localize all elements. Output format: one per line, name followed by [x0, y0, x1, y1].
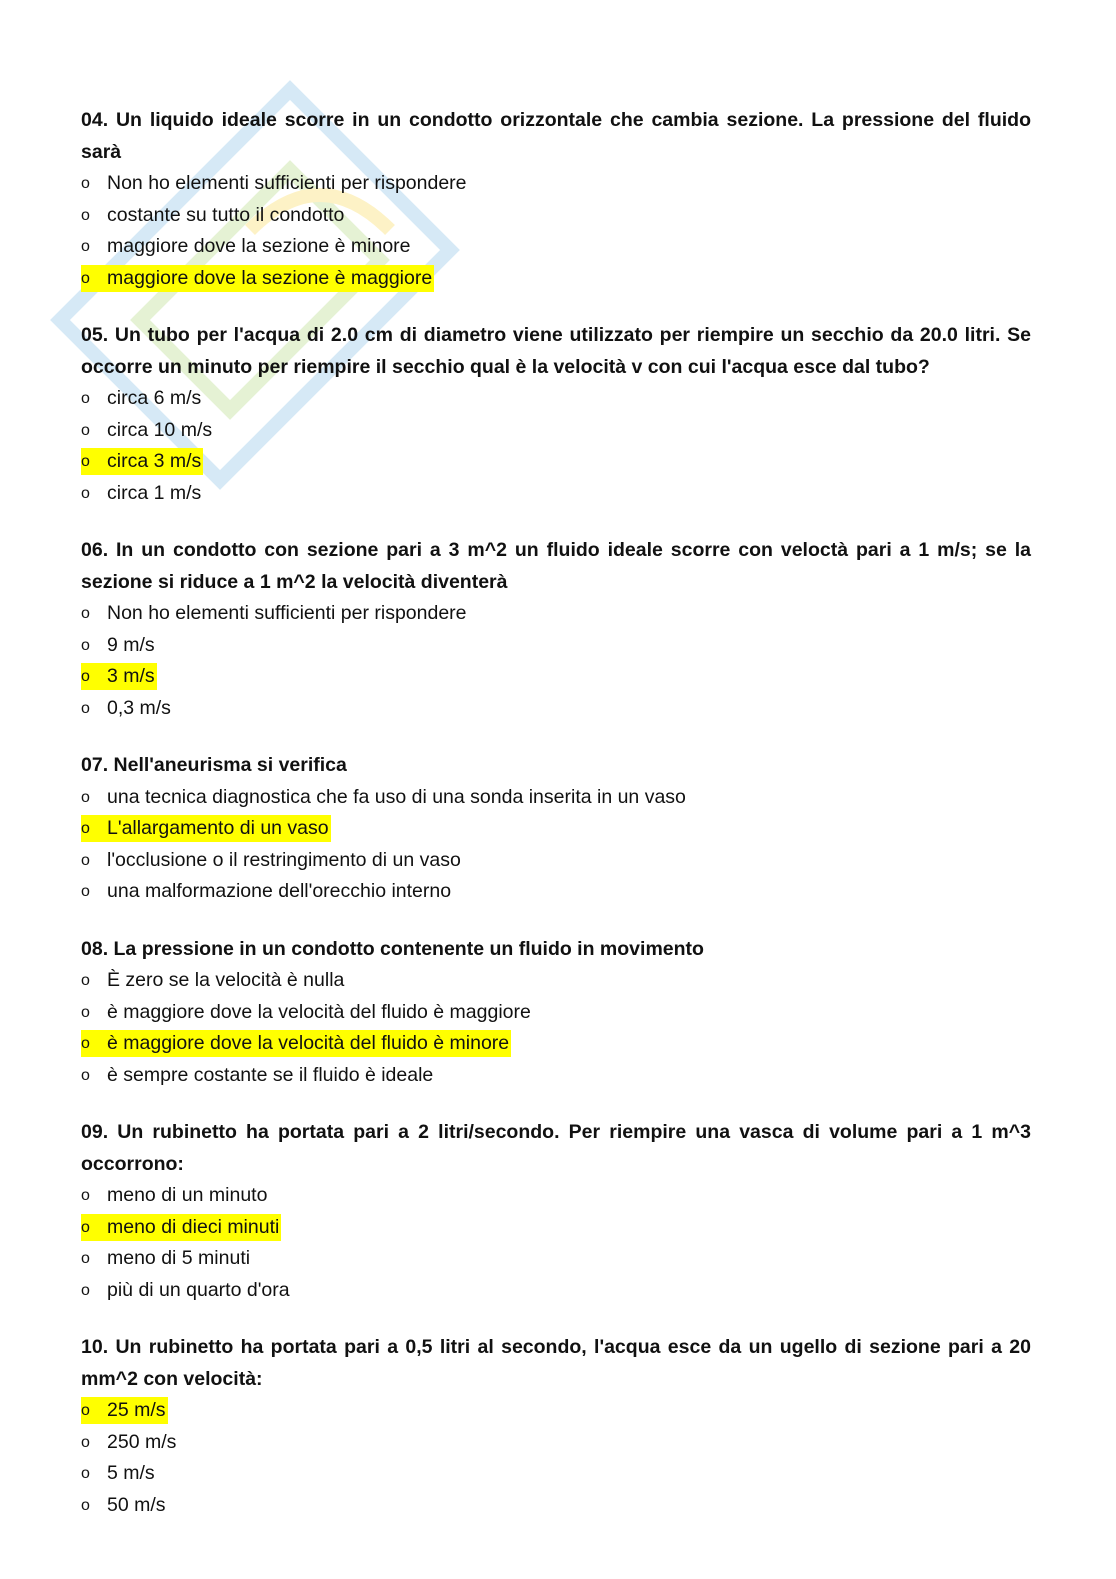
option-content	[81, 233, 413, 260]
option-label: 9 m/s	[107, 633, 155, 656]
option-label: È zero se la velocità è nulla	[107, 969, 345, 991]
option-list	[81, 598, 1031, 724]
circle-bullet-icon: o	[81, 1187, 90, 1204]
option-label: una malformazione dell'orecchio interno	[107, 880, 452, 902]
questions-container	[81, 105, 1031, 1547]
option-content	[81, 1030, 511, 1057]
question-block	[81, 320, 1031, 509]
option-content	[81, 847, 463, 874]
option-content	[81, 1277, 292, 1304]
option-content	[81, 265, 434, 292]
option-label: 25 m/s	[107, 1399, 166, 1421]
question-block	[81, 105, 1031, 294]
option-label: circa 6 m/s	[107, 387, 202, 409]
circle-bullet-icon: o	[81, 1066, 90, 1084]
option-list	[81, 782, 1031, 908]
answer-option-highlighted	[81, 1212, 1031, 1244]
option-content	[81, 1429, 178, 1456]
option-label: una tecnica diagnostica che fa uso di una sonda inserita in un vaso	[107, 785, 686, 808]
answer-option	[81, 1427, 1031, 1459]
option-label: circa 10 m/s	[107, 418, 213, 441]
option-content	[81, 202, 346, 229]
answer-option-highlighted	[81, 813, 1031, 845]
answer-option	[81, 845, 1031, 877]
question-text: 10. Un rubinetto ha portata pari a 0,5 litri al secondo, l'acqua esce da un ugello di sezione pari a 20 mm^2 con velocità:	[81, 1336, 1031, 1390]
option-label: costante su tutto il condotto	[107, 203, 345, 226]
option-content	[81, 1062, 435, 1089]
option-content	[81, 480, 203, 507]
answer-option-highlighted	[81, 661, 1031, 693]
option-label: maggiore dove la sezione è minore	[107, 235, 411, 257]
option-content	[81, 417, 214, 444]
option-label: 0,3 m/s	[107, 696, 171, 719]
option-label: Non ho elementi sufficienti per rispondere	[107, 602, 467, 624]
answer-option	[81, 383, 1031, 415]
option-content	[81, 632, 157, 659]
circle-bullet-icon: o	[81, 453, 90, 470]
answer-option-highlighted	[81, 446, 1031, 478]
answer-option	[81, 231, 1031, 263]
option-content	[81, 385, 203, 412]
answer-option	[81, 1243, 1031, 1275]
answer-option	[81, 1275, 1031, 1307]
answer-option	[81, 478, 1031, 510]
question-text: 07. Nell'aneurisma si verifica	[81, 754, 347, 776]
answer-option	[81, 598, 1031, 630]
circle-bullet-icon: o	[81, 636, 90, 654]
option-content	[81, 695, 173, 722]
option-label: è maggiore dove la velocità del fluido è maggiore	[107, 1000, 531, 1023]
answer-option	[81, 965, 1031, 997]
option-content	[81, 815, 331, 842]
option-content	[81, 1397, 168, 1424]
circle-bullet-icon: o	[81, 972, 90, 989]
answer-option	[81, 693, 1031, 725]
option-content	[81, 878, 453, 905]
option-content	[81, 784, 688, 811]
circle-bullet-icon: o	[81, 788, 90, 806]
circle-bullet-icon: o	[81, 484, 90, 502]
circle-bullet-icon: o	[81, 206, 90, 224]
answer-option	[81, 1060, 1031, 1092]
option-label: meno di un minuto	[107, 1184, 268, 1206]
answer-option	[81, 168, 1031, 200]
option-list	[81, 1180, 1031, 1306]
option-list	[81, 383, 1031, 509]
option-label: 3 m/s	[107, 665, 155, 687]
option-content	[81, 967, 346, 994]
option-content	[81, 1245, 252, 1272]
option-label: 250 m/s	[107, 1430, 177, 1453]
question-text: 08. La pressione in un condotto contenente un fluido in movimento	[81, 937, 704, 960]
option-label: 5 m/s	[107, 1462, 155, 1484]
question-block	[81, 535, 1031, 724]
question-text: 09. Un rubinetto ha portata pari a 2 litri/secondo. Per riempire una vasca di volume pari a 1 m^3 occorrono:	[81, 1121, 1031, 1175]
option-label: 50 m/s	[107, 1493, 166, 1516]
option-content	[81, 448, 203, 475]
circle-bullet-icon: o	[81, 699, 90, 717]
option-label: più di un quarto d'ora	[107, 1278, 290, 1301]
option-label: L'allargamento di un vaso	[107, 817, 329, 839]
circle-bullet-icon: o	[81, 605, 90, 622]
circle-bullet-icon: o	[81, 421, 90, 439]
circle-bullet-icon: o	[81, 1433, 90, 1451]
circle-bullet-icon: o	[81, 1465, 90, 1482]
question-block	[81, 1117, 1031, 1306]
answer-option	[81, 630, 1031, 662]
circle-bullet-icon: o	[81, 820, 90, 837]
option-label: l'occlusione o il restringimento di un vaso	[107, 848, 461, 871]
answer-option	[81, 1180, 1031, 1212]
answer-option	[81, 782, 1031, 814]
circle-bullet-icon: o	[81, 1496, 90, 1514]
option-label: circa 1 m/s	[107, 481, 202, 504]
circle-bullet-icon: o	[81, 269, 90, 287]
circle-bullet-icon: o	[81, 883, 90, 900]
option-label: meno di dieci minuti	[107, 1215, 280, 1238]
option-content	[81, 170, 469, 197]
circle-bullet-icon: o	[81, 238, 90, 255]
answer-option	[81, 415, 1031, 447]
answer-option	[81, 876, 1031, 908]
answer-option	[81, 200, 1031, 232]
circle-bullet-icon: o	[81, 851, 90, 869]
circle-bullet-icon: o	[81, 1250, 90, 1267]
circle-bullet-icon: o	[81, 668, 90, 685]
answer-option-highlighted	[81, 1028, 1031, 1060]
circle-bullet-icon: o	[81, 1218, 90, 1236]
option-content	[81, 1492, 168, 1519]
answer-option	[81, 997, 1031, 1029]
option-label: Non ho elementi sufficienti per rispondere	[107, 172, 467, 194]
question-text: 06. In un condotto con sezione pari a 3 m^2 un fluido ideale scorre con veloctà pari a 1 m/s; se la sezione si riduce a 1 m^2 la velocità diventerà	[81, 539, 1031, 593]
circle-bullet-icon: o	[81, 1402, 90, 1419]
option-label: circa 3 m/s	[107, 450, 202, 472]
answer-option-highlighted	[81, 263, 1031, 295]
option-content	[81, 663, 157, 690]
circle-bullet-icon: o	[81, 1281, 90, 1299]
option-label: è sempre costante se il fluido è ideale	[107, 1063, 434, 1086]
answer-option-highlighted	[81, 1395, 1031, 1427]
circle-bullet-icon: o	[81, 390, 90, 407]
option-content	[81, 999, 533, 1026]
option-content	[81, 1214, 281, 1241]
answer-option	[81, 1490, 1031, 1522]
circle-bullet-icon: o	[81, 1003, 90, 1021]
question-text: 04. Un liquido ideale scorre in un condotto orizzontale che cambia sezione. La pressione del fluido sarà	[81, 109, 1031, 163]
question-block	[81, 750, 1031, 908]
circle-bullet-icon: o	[81, 175, 90, 192]
circle-bullet-icon: o	[81, 1035, 90, 1052]
option-list	[81, 965, 1031, 1091]
option-content	[81, 1182, 269, 1209]
option-content	[81, 1460, 157, 1487]
option-label: è maggiore dove la velocità del fluido è minore	[107, 1032, 510, 1054]
answer-option	[81, 1458, 1031, 1490]
question-block	[81, 1332, 1031, 1521]
option-list	[81, 168, 1031, 294]
option-list	[81, 1395, 1031, 1521]
question-text: 05. Un tubo per l'acqua di 2.0 cm di diametro viene utilizzato per riempire un secchio da 20.0 litri. Se occorre un minuto per riempire il secchio qual è la velocità v con cui l'acqua esce dal tubo?	[81, 324, 1031, 378]
option-label: maggiore dove la sezione è maggiore	[107, 266, 433, 289]
question-block	[81, 934, 1031, 1092]
option-label: meno di 5 minuti	[107, 1247, 251, 1269]
option-content	[81, 600, 469, 627]
